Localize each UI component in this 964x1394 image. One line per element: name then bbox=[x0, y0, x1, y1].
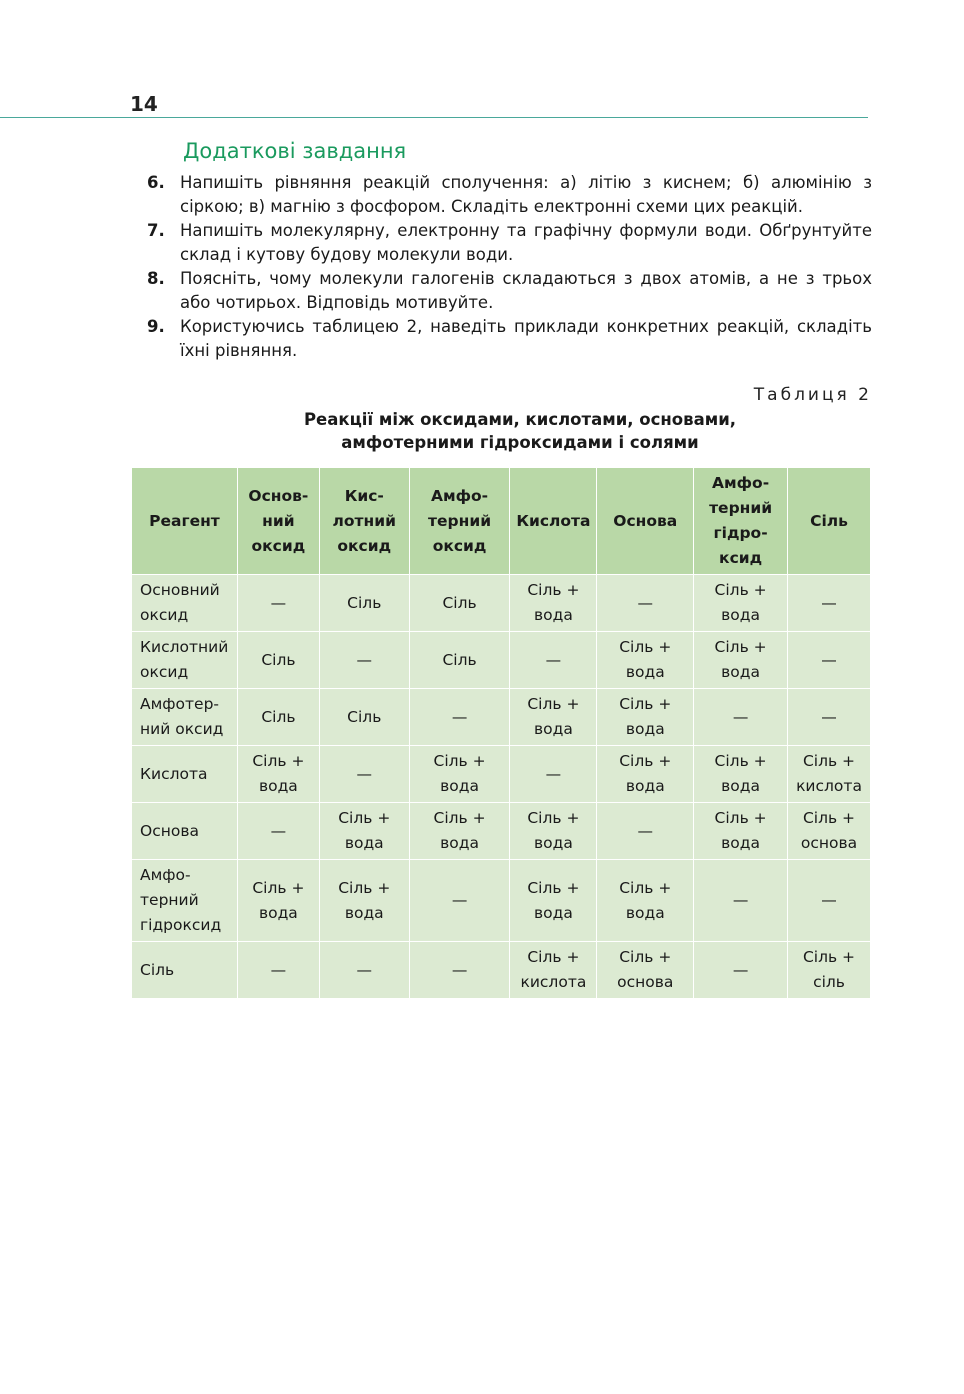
cell-text-line: вода bbox=[440, 834, 479, 852]
cell-text-line: — bbox=[821, 707, 837, 726]
table-row bbox=[132, 575, 871, 632]
row-header-line: оксид bbox=[140, 663, 189, 681]
table-cell bbox=[319, 632, 409, 689]
cell-text-line: Сіль + bbox=[619, 878, 672, 897]
task-text: Напишіть рівняння реакцій сполучення: а) літію з киснем; б) алюмінію з сіркою; в) магнію з фосфором. Складіть електронні схеми цих реакцій. bbox=[180, 173, 872, 216]
cell-text-line: Сіль + bbox=[714, 638, 767, 656]
cell-text-line: Сіль bbox=[442, 650, 477, 669]
header-text-line: ний bbox=[262, 511, 295, 530]
task-list bbox=[130, 171, 872, 363]
cell-text-line: Сіль + bbox=[802, 809, 856, 827]
header-text-line: оксид bbox=[251, 536, 306, 555]
cell-text-line: Сіль bbox=[442, 593, 477, 612]
table-cell bbox=[319, 803, 409, 860]
row-header-cell bbox=[132, 575, 238, 632]
cell-text-line: Сіль + bbox=[252, 878, 305, 897]
reactions-table bbox=[131, 467, 871, 999]
row-header-line: Амфотер- bbox=[140, 695, 220, 713]
task-text: Напишіть молекулярну, електронну та графічну формули води. Обґрунтуйте склад і кутову будову молекули води. bbox=[180, 221, 872, 264]
table-cell bbox=[788, 746, 871, 803]
cell-text-line: основа bbox=[800, 834, 858, 852]
cell-text-line: вода bbox=[344, 834, 384, 852]
task-text: Поясніть, чому молекули галогенів складаються з двох атомів, а не з трьох або чотирьох. Відповідь мотивуйте. bbox=[180, 269, 872, 312]
table-cell bbox=[237, 803, 319, 860]
table-header-cell bbox=[409, 468, 510, 575]
row-header-line: терний bbox=[140, 891, 199, 909]
table-row bbox=[132, 632, 871, 689]
header-text-line: терний bbox=[709, 499, 773, 517]
cell-text-line: вода bbox=[721, 663, 761, 681]
table-cell bbox=[597, 803, 694, 860]
table-cell bbox=[237, 746, 319, 803]
table-cell bbox=[409, 689, 510, 746]
table-label: Таблиця 2 bbox=[753, 385, 872, 405]
table-header-cell bbox=[132, 468, 238, 575]
header-text-line: Амфо- bbox=[430, 486, 489, 505]
cell-text-line: Сіль bbox=[347, 593, 382, 612]
table-cell bbox=[694, 632, 788, 689]
table-header-cell bbox=[788, 468, 871, 575]
cell-text-line: Сіль + bbox=[527, 948, 580, 966]
cell-text-line: вода bbox=[625, 903, 665, 922]
cell-text-line: — bbox=[732, 960, 749, 979]
cell-text-line: Сіль bbox=[347, 707, 382, 726]
table-cell bbox=[510, 632, 597, 689]
table-cell bbox=[694, 942, 788, 999]
table-header-cell bbox=[597, 468, 694, 575]
header-text-line: Основ- bbox=[248, 486, 309, 505]
table-cell bbox=[319, 575, 409, 632]
header-text-line: оксид bbox=[337, 536, 392, 555]
cell-text-line: вода bbox=[533, 903, 573, 922]
cell-text-line: вода bbox=[533, 834, 573, 852]
task-number: 7. bbox=[147, 221, 165, 240]
task-number: 9. bbox=[147, 317, 165, 336]
row-header-line: Кислотний bbox=[140, 638, 229, 656]
table-cell bbox=[788, 575, 871, 632]
table-cell bbox=[510, 689, 597, 746]
table-cell bbox=[788, 942, 871, 999]
table-cell bbox=[597, 942, 694, 999]
cell-text-line: — bbox=[356, 960, 373, 979]
table-row bbox=[132, 803, 871, 860]
table-cell bbox=[597, 632, 694, 689]
header-text-line: Кис- bbox=[344, 486, 384, 505]
cell-text-line: вода bbox=[721, 834, 761, 852]
cell-text-line: Сіль + bbox=[338, 809, 391, 827]
cell-text-line: Сіль + bbox=[619, 695, 672, 713]
table-cell bbox=[510, 575, 597, 632]
cell-text-line: Сіль + bbox=[433, 809, 486, 827]
task-item bbox=[130, 219, 872, 267]
table-cell bbox=[510, 860, 597, 942]
cell-text-line: Сіль + bbox=[619, 638, 672, 656]
header-text-line: гідро- bbox=[713, 524, 768, 542]
table-cell bbox=[788, 689, 871, 746]
cell-text-line: — bbox=[451, 707, 468, 726]
cell-text-line: Сіль + bbox=[802, 948, 856, 966]
table-cell bbox=[409, 860, 510, 942]
cell-text-line: вода bbox=[440, 777, 479, 795]
cell-text-line: Сіль + bbox=[802, 752, 856, 770]
table-header-cell bbox=[319, 468, 409, 575]
table-cell bbox=[319, 860, 409, 942]
task-text: Користуючись таблицею 2, наведіть приклади конкретних реакцій, складіть їхні рівняння. bbox=[180, 317, 872, 360]
table-row bbox=[132, 942, 871, 999]
task-item bbox=[130, 267, 872, 315]
cell-text-line: вода bbox=[344, 903, 384, 922]
table-cell bbox=[237, 575, 319, 632]
row-header-line: Амфо- bbox=[140, 866, 191, 884]
cell-text-line: — bbox=[270, 821, 287, 840]
cell-text-line: — bbox=[637, 821, 654, 840]
row-header-line: ний оксид bbox=[140, 720, 224, 738]
cell-text-line: Сіль + bbox=[714, 581, 767, 599]
row-header-cell bbox=[132, 746, 238, 803]
cell-text-line: — bbox=[821, 593, 837, 612]
cell-text-line: — bbox=[821, 891, 837, 909]
cell-text-line: — bbox=[356, 650, 373, 669]
table-header-cell bbox=[510, 468, 597, 575]
cell-text-line: кислота bbox=[796, 777, 862, 795]
cell-text-line: Сіль + bbox=[527, 581, 580, 599]
cell-text-line: — bbox=[545, 764, 562, 783]
table-row bbox=[132, 689, 871, 746]
table-cell bbox=[319, 746, 409, 803]
row-header-cell bbox=[132, 860, 238, 942]
row-header-line: Кислота bbox=[140, 764, 208, 783]
cell-text-line: Сіль + bbox=[619, 948, 672, 966]
table-cell bbox=[510, 942, 597, 999]
task-item bbox=[130, 315, 872, 363]
header-rule bbox=[0, 117, 868, 118]
cell-text-line: Сіль + bbox=[714, 809, 767, 827]
header-text-line: ксид bbox=[719, 549, 763, 567]
cell-text-line: Сіль + bbox=[527, 809, 580, 827]
cell-text-line: вода bbox=[721, 606, 761, 624]
table-cell bbox=[694, 803, 788, 860]
task-item bbox=[130, 171, 872, 219]
cell-text-line: сіль bbox=[813, 973, 845, 991]
table-cell bbox=[237, 632, 319, 689]
table-row bbox=[132, 746, 871, 803]
cell-text-line: Сіль + bbox=[527, 878, 580, 897]
task-number: 6. bbox=[147, 173, 165, 192]
row-header-cell bbox=[132, 632, 238, 689]
cell-text-line: — bbox=[451, 891, 468, 909]
cell-text-line: Сіль + bbox=[338, 878, 391, 897]
row-header-cell bbox=[132, 803, 238, 860]
row-header-line: Сіль bbox=[140, 960, 175, 979]
table-cell bbox=[788, 803, 871, 860]
header-text-line: лотний bbox=[332, 511, 396, 530]
table-cell bbox=[510, 746, 597, 803]
table-cell bbox=[510, 803, 597, 860]
table-header-cell bbox=[694, 468, 788, 575]
cell-text-line: — bbox=[270, 960, 287, 979]
row-header-line: оксид bbox=[140, 606, 189, 624]
table-cell bbox=[597, 689, 694, 746]
table-cell bbox=[694, 860, 788, 942]
cell-text-line: кислота bbox=[520, 973, 587, 991]
cell-text-line: вода bbox=[258, 903, 298, 922]
header-text-line: терний bbox=[428, 511, 492, 530]
cell-text-line: — bbox=[451, 960, 468, 979]
cell-text-line: вода bbox=[258, 777, 298, 795]
table-cell bbox=[597, 746, 694, 803]
section-title: Додаткові завдання bbox=[183, 139, 407, 163]
header-text-line: Основа bbox=[613, 511, 678, 530]
table-cell bbox=[409, 575, 510, 632]
header-text-line: Реагент bbox=[149, 511, 220, 530]
cell-text-line: Сіль + bbox=[433, 752, 486, 770]
cell-text-line: Сіль + bbox=[527, 695, 580, 713]
cell-text-line: Сіль + bbox=[714, 752, 767, 770]
cell-text-line: вода bbox=[625, 663, 665, 681]
table-cell bbox=[788, 632, 871, 689]
table-cell bbox=[694, 746, 788, 803]
page-number: 14 bbox=[130, 92, 158, 116]
table-caption bbox=[290, 408, 750, 454]
cell-text-line: Сіль bbox=[261, 650, 296, 669]
table-cell bbox=[597, 860, 694, 942]
cell-text-line: основа bbox=[617, 973, 674, 991]
table-cell bbox=[237, 860, 319, 942]
cell-text-line: — bbox=[356, 764, 373, 783]
table-header-row bbox=[132, 468, 871, 575]
cell-text-line: Сіль + bbox=[252, 752, 305, 770]
cell-text-line: — bbox=[732, 707, 749, 726]
header-text-line: Амфо- bbox=[712, 474, 770, 492]
table-cell bbox=[597, 575, 694, 632]
table-cell bbox=[237, 942, 319, 999]
cell-text-line: — bbox=[545, 650, 562, 669]
header-text-line: Кислота bbox=[516, 511, 591, 530]
table-cell bbox=[409, 632, 510, 689]
cell-text-line: — bbox=[732, 891, 749, 909]
header-text-line: оксид bbox=[432, 536, 487, 555]
cell-text-line: Сіль + bbox=[619, 752, 672, 770]
cell-text-line: вода bbox=[533, 606, 573, 624]
row-header-cell bbox=[132, 689, 238, 746]
table-cell bbox=[409, 942, 510, 999]
table-cell bbox=[319, 942, 409, 999]
cell-text-line: — bbox=[821, 650, 837, 669]
cell-text-line: — bbox=[270, 593, 287, 612]
table-caption-line: амфотерними гідроксидами і солями bbox=[341, 433, 699, 452]
row-header-cell bbox=[132, 942, 238, 999]
table-cell bbox=[694, 575, 788, 632]
table-cell bbox=[409, 746, 510, 803]
table-cell bbox=[694, 689, 788, 746]
cell-text-line: вода bbox=[625, 720, 665, 738]
row-header-line: гідроксид bbox=[140, 916, 222, 934]
table-cell bbox=[237, 689, 319, 746]
header-text-line: Сіль bbox=[810, 511, 848, 530]
task-number: 8. bbox=[147, 269, 165, 288]
table-caption-line: Реакції між оксидами, кислотами, основами, bbox=[303, 410, 737, 429]
row-header-line: Основний bbox=[140, 581, 220, 599]
row-header-line: Основа bbox=[140, 821, 199, 840]
table-row bbox=[132, 860, 871, 942]
cell-text-line: вода bbox=[533, 720, 573, 738]
table-cell bbox=[319, 689, 409, 746]
cell-text-line: вода bbox=[625, 777, 665, 795]
table-header-cell bbox=[237, 468, 319, 575]
cell-text-line: вода bbox=[721, 777, 761, 795]
table-cell bbox=[409, 803, 510, 860]
cell-text-line: — bbox=[637, 593, 654, 612]
cell-text-line: Сіль bbox=[261, 707, 296, 726]
table-cell bbox=[788, 860, 871, 942]
